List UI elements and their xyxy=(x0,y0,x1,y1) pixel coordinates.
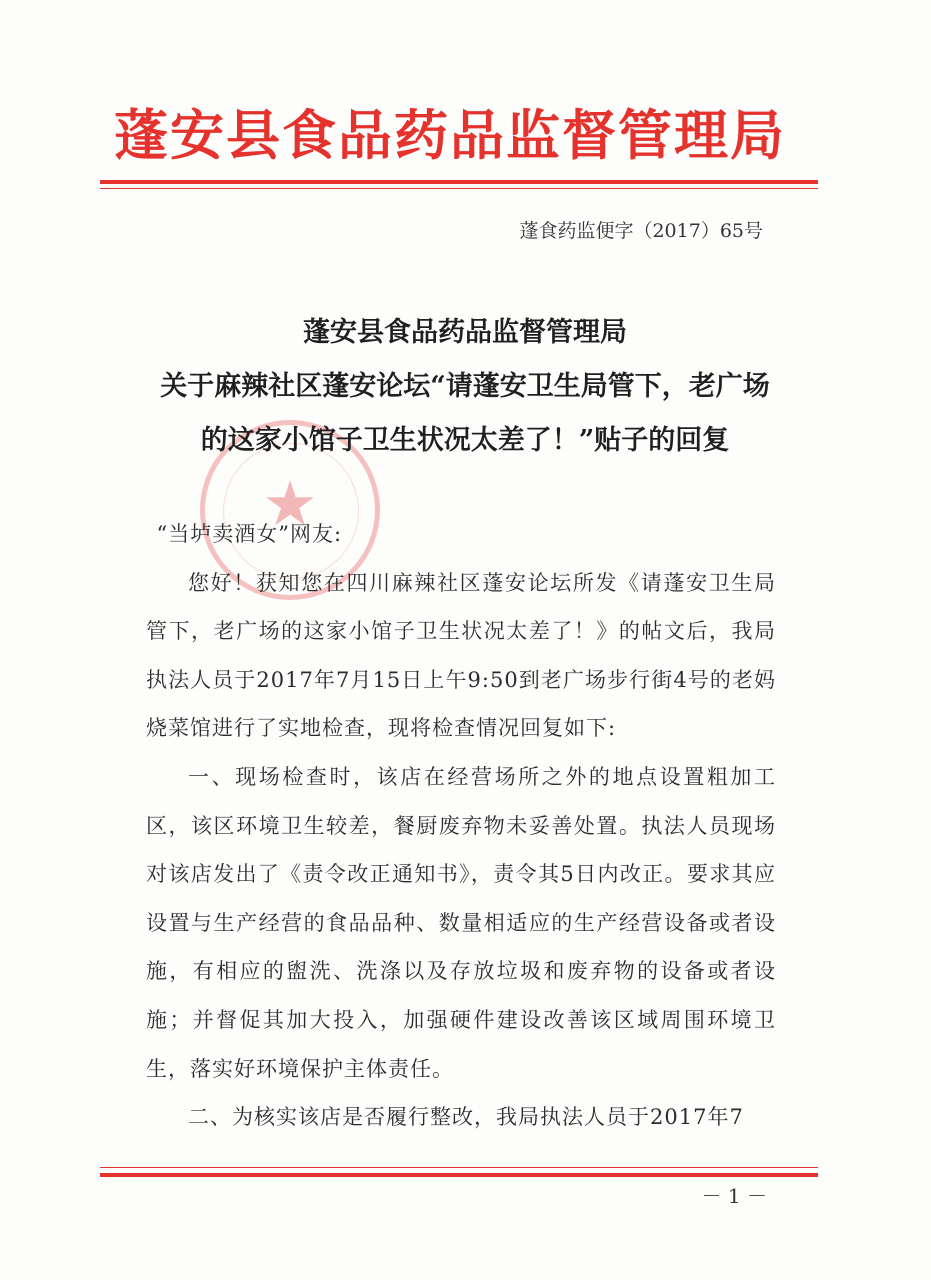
document-number: 蓬食药监便字（2017）65号 xyxy=(519,220,763,242)
paragraph-intro: 您好！获知您在四川麻辣社区蓬安论坛所发《请蓬安卫生局管下，老广场的这家小馆子卫生状况太差了！》的帖文后，我局执法人员于2017年7月15日上午9:50到老广场步行街4号的老妈烧菜馆进行了实地检查，现将检查情况回复如下: xyxy=(146,570,776,741)
paragraph-point-1: 一、现场检查时，该店在经营场所之外的地点设置粗加工区，该区环境卫生较差，餐厨废弃物未妥善处置。执法人员现场对该店发出了《责令改正通知书》，责令其5日内改正。要求其应设置与生产经营的食品品种、数量相适应的生产经营设备或者设施，有相应的盥洗、洗涤以及存放垃圾和废弃物的设备或者设施；并督促其加大投入，加强硬件建设改善该区域周围环境卫生，落实好环境保护主体责任。 xyxy=(146,764,776,1081)
seal-star-icon: ★ xyxy=(262,467,318,540)
header-red-rule-thick xyxy=(100,180,818,184)
page-number: － 1 － xyxy=(701,1184,767,1208)
salutation: “当垆卖酒女”网友: xyxy=(156,522,343,546)
footer-red-rule-thick xyxy=(100,1173,818,1177)
letter-body xyxy=(146,510,776,1142)
header-red-rule-thin xyxy=(100,188,818,189)
agency-letterhead: 蓬安县食品药品监督管理局 xyxy=(114,104,786,167)
title-line-3: 的这家小馆子卫生状况太差了！”贴子的回复 xyxy=(200,425,730,456)
title-line-1: 蓬安县食品药品监督管理局 xyxy=(303,317,627,348)
document-title xyxy=(100,306,830,468)
title-line-2: 关于麻辣社区蓬安论坛“请蓬安卫生局管下，老广场 xyxy=(160,371,770,402)
footer-red-rule-thin xyxy=(100,1167,818,1168)
paragraph-point-2: 二、为核实该店是否履行整改，我局执法人员于2017年7 xyxy=(188,1105,744,1130)
